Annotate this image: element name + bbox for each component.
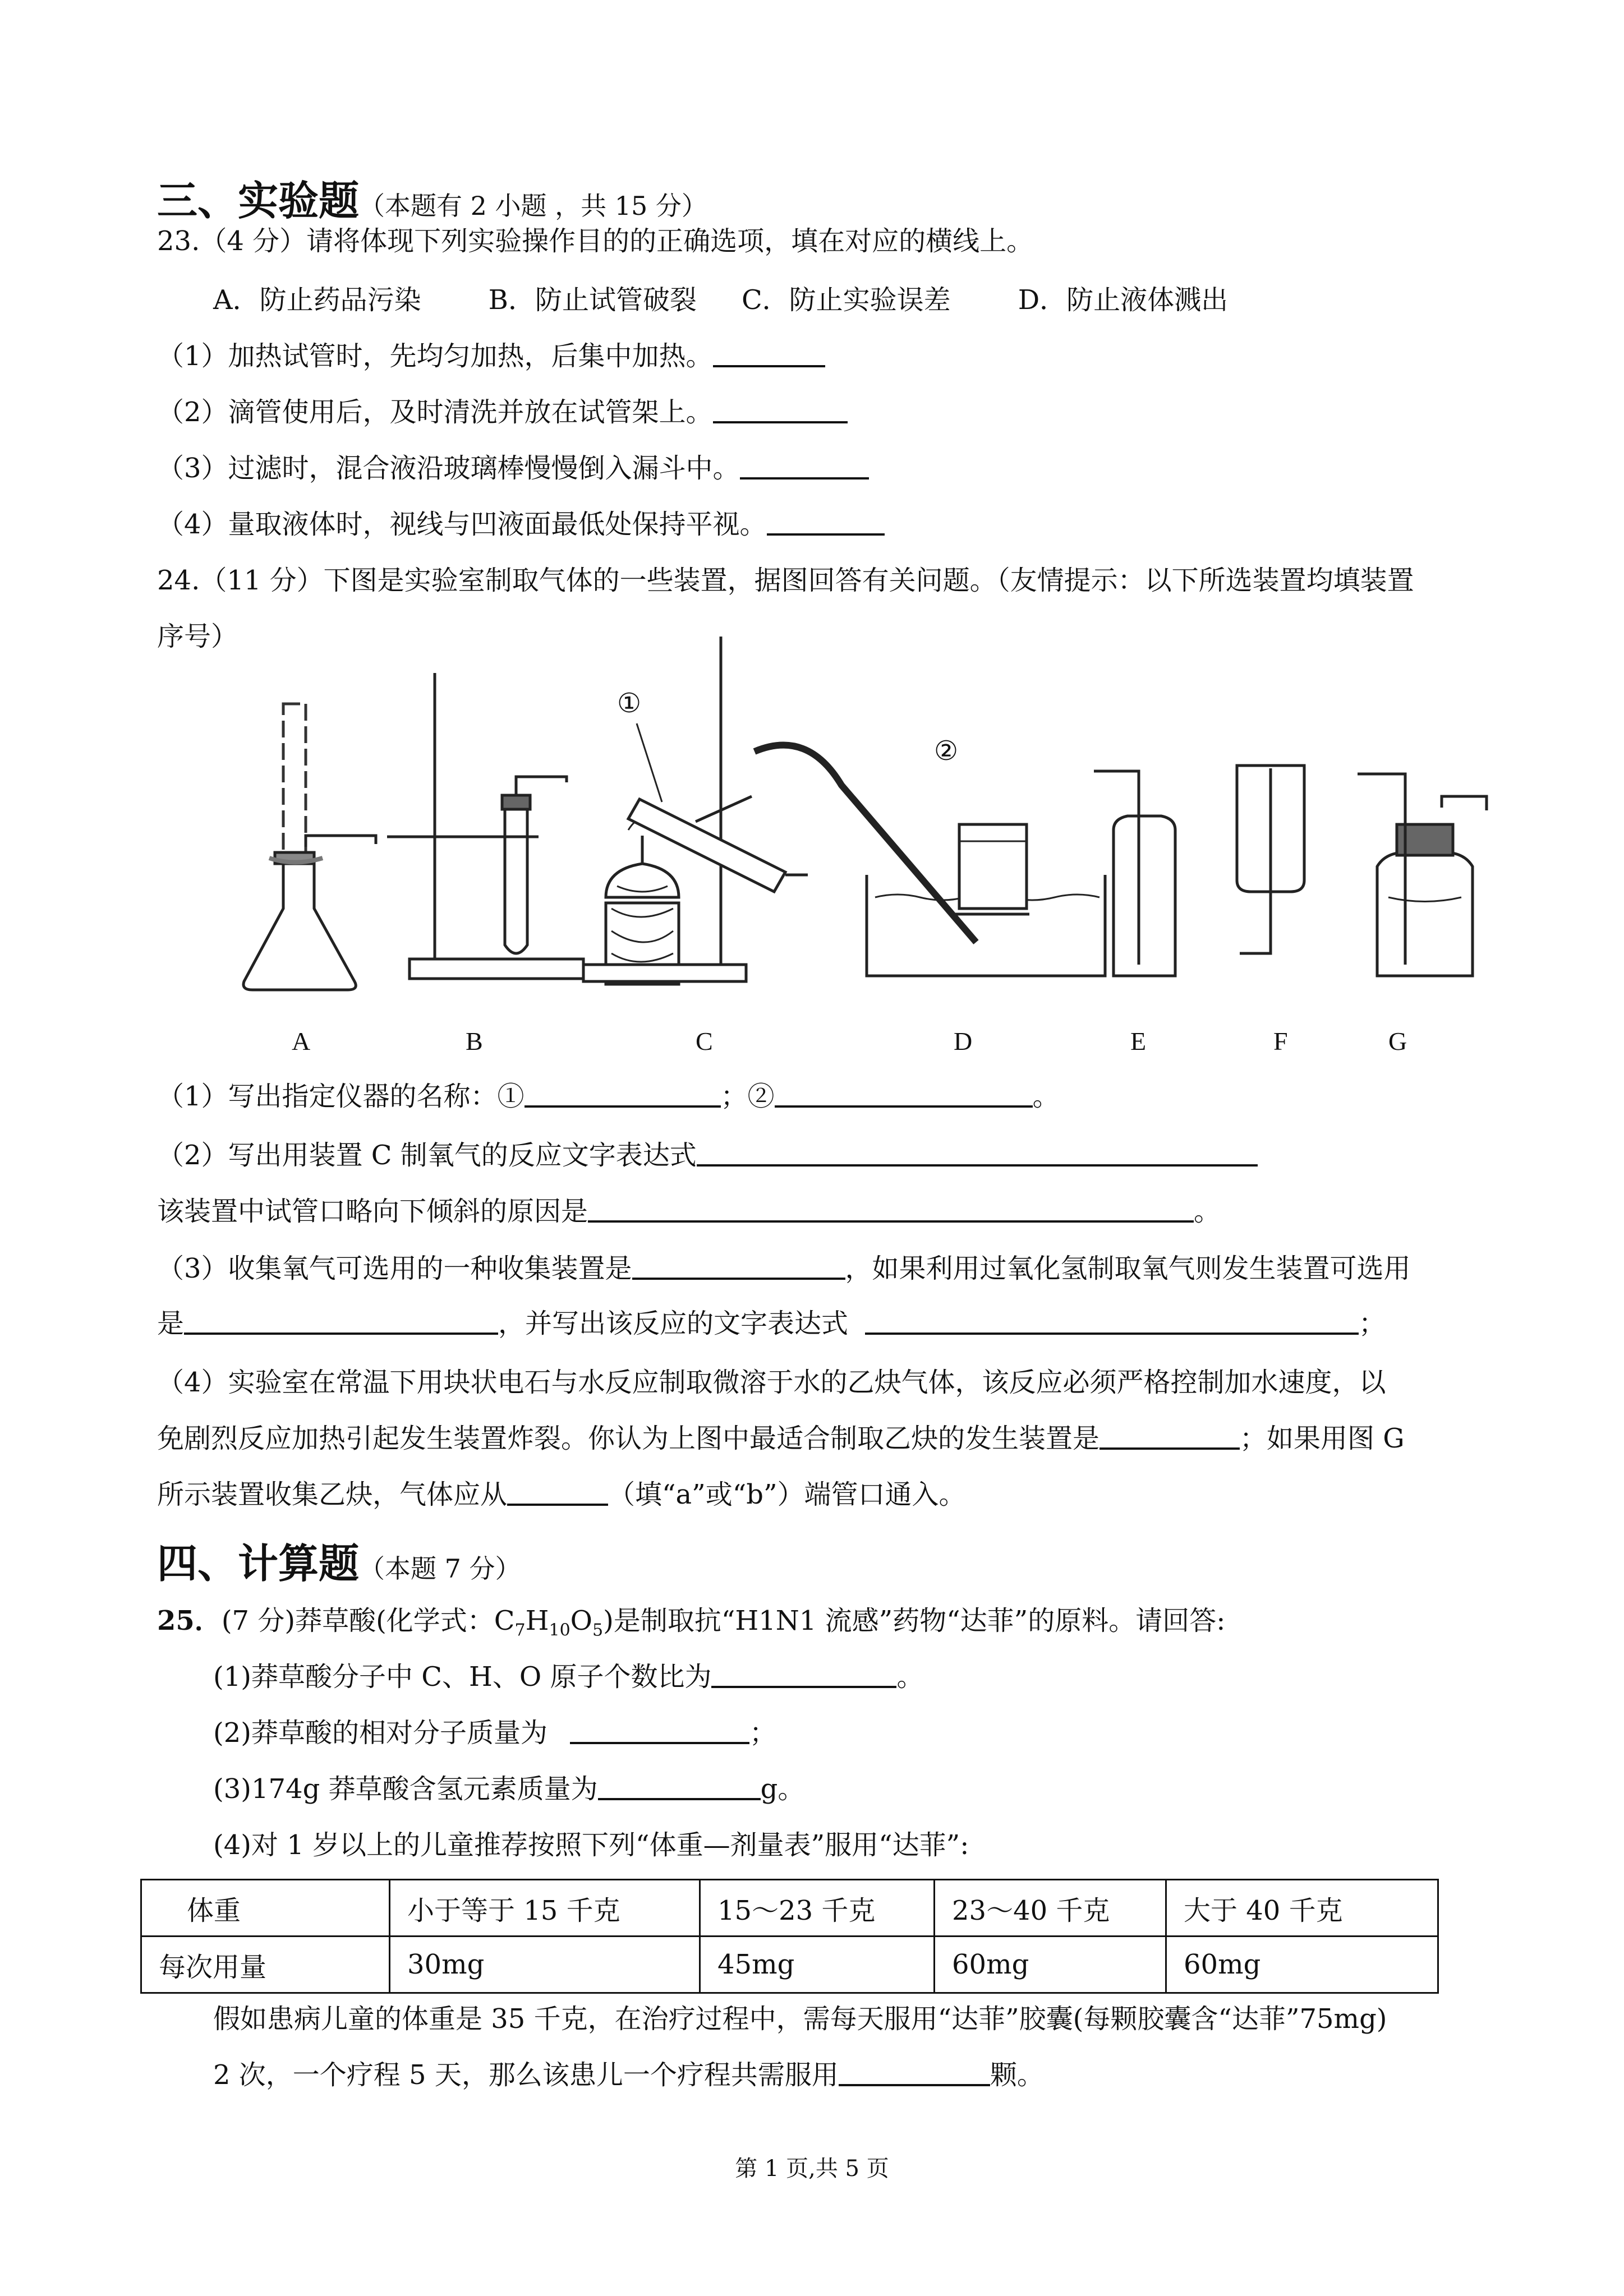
answer-blank[interactable]	[839, 2059, 990, 2086]
table-cell: 每次用量	[141, 1937, 390, 1993]
answer-blank[interactable]	[697, 1140, 1258, 1167]
q25-sub-1: (1)莽草酸分子中 C、H、O 原子个数比为 。	[213, 1661, 924, 1693]
q25-sub-4: (4)对 1 岁以上的儿童推荐按照下列“体重—剂量表”服用“达菲”:	[213, 1829, 969, 1861]
q24-part-3: （3）收集氧气可选用的一种收集装置是 ，如果利用过氧化氢制取氧气则发生装置可选用	[157, 1253, 1411, 1284]
figure-label-c: C	[696, 1027, 713, 1055]
answer-blank[interactable]	[632, 1253, 845, 1280]
q23-item-4: （4）量取液体时，视线与凹液面最低处保持平视。	[157, 508, 885, 541]
table-cell: 23～40 千克	[935, 1880, 1166, 1937]
apparatus-b-stand	[387, 673, 583, 979]
q23-option-b: B．防止试管破裂	[488, 284, 697, 316]
table-cell: 60mg	[935, 1937, 1166, 1993]
answer-blank[interactable]	[775, 1081, 1033, 1108]
q25-sub-3: (3)174g 莽草酸含氢元素质量为 g。	[213, 1773, 805, 1805]
page-footer: 第 1 页,共 5 页	[735, 2156, 889, 2182]
table-cell: 15～23 千克	[700, 1880, 935, 1937]
answer-blank[interactable]	[507, 1479, 608, 1506]
figure-label-a: A	[292, 1027, 311, 1055]
answer-blank[interactable]	[570, 1717, 749, 1744]
apparatus-c-heating	[583, 637, 808, 984]
section3-heading	[157, 168, 707, 227]
answer-blank[interactable]	[711, 1661, 896, 1688]
apparatus-f-bottle	[1237, 766, 1304, 953]
table-cell: 体重	[141, 1880, 390, 1937]
table-row	[141, 1937, 1438, 1993]
table-cell: 60mg	[1166, 1937, 1438, 1993]
answer-blank[interactable]	[598, 1773, 761, 1800]
q23-option-a: A．防止药品污染	[213, 284, 421, 316]
apparatus-g-bottle	[1358, 774, 1487, 976]
dose-table	[140, 1879, 1439, 1994]
answer-blank[interactable]	[740, 453, 869, 480]
answer-blank[interactable]	[525, 1081, 721, 1108]
q23-option-c: C．防止实验误差	[741, 284, 951, 316]
table-row	[141, 1880, 1438, 1937]
q25-tail-2: 2 次，一个疗程 5 天，那么该患儿一个疗程共需服用 颗。	[213, 2059, 1044, 2091]
table-cell: 小于等于 15 千克	[390, 1880, 700, 1937]
q24-part-4c: 所示装置收集乙炔，气体应从 （填“a”或“b”）端管口通入。	[157, 1479, 966, 1510]
section4-heading	[157, 1531, 521, 1589]
q25-sub-2: (2)莽草酸的相对分子质量为 ；	[213, 1717, 777, 1749]
q24-part-4a: （4）实验室在常温下用块状电石与水反应制取微溶于水的乙炔气体，该反应必须严格控制加水速度，以	[157, 1367, 1386, 1398]
q24-part-1: （1）写出指定仪器的名称：① ；② 。	[157, 1081, 1060, 1112]
q23-item-2: （2）滴管使用后，及时清洗并放在试管架上。	[157, 395, 848, 429]
table-cell: 大于 40 千克	[1166, 1880, 1438, 1937]
figure-label-g: G	[1388, 1027, 1407, 1055]
table-cell: 30mg	[390, 1937, 700, 1993]
answer-blank[interactable]	[865, 1308, 1359, 1335]
figure-label-e: E	[1130, 1027, 1147, 1055]
q24-part-2: （2）写出用装置 C 制氧气的反应文字表达式	[157, 1138, 1258, 1172]
marker-2: ②	[934, 735, 959, 767]
q23-option-d: D．防止液体溅出	[1018, 284, 1229, 316]
section3-note: （本题有 2 小题 ，共 15 分）	[359, 191, 707, 221]
answer-blank[interactable]	[184, 1308, 498, 1335]
section4-title: 四、计算题	[157, 1540, 360, 1587]
q24-part-4b: 免剧烈反应加热引起发生装置炸裂。你认为上图中最适合制取乙炔的发生装置是 ；如果用图 G	[157, 1423, 1405, 1454]
q25-tail-1: 假如患病儿童的体重是 35 千克，在治疗过程中，需每天服用“达菲”胶囊(每颗胶囊含“达菲”75mg)	[213, 2003, 1387, 2035]
apparatus-a-flask	[243, 704, 376, 990]
q24-stem-line1: 24.（11 分）下图是实验室制取气体的一些装置，据图回答有关问题。（友情提示：以下所选装置均填装置	[157, 565, 1414, 596]
q24-part-3b: 是 ，并写出该反应的文字表达式 ；	[157, 1308, 1386, 1339]
figure-label-b: B	[466, 1027, 483, 1055]
answer-blank[interactable]	[713, 340, 825, 367]
section3-title: 三、实验题	[157, 177, 360, 224]
answer-blank[interactable]	[713, 397, 848, 423]
q23-item-1: （1）加热试管时，先均匀加热，后集中加热。	[157, 339, 825, 373]
q25-stem: 25．(7 分)莽草酸(化学式：$C_7H_{10}O_5$)是制取抗“H1N1 流感”药物“达菲”的原料。请回答:	[157, 1605, 1226, 1640]
q23-stem: 23.（4 分）请将体现下列实验操作目的的正确选项，填在对应的横线上。	[157, 225, 1034, 257]
answer-blank[interactable]	[767, 509, 885, 536]
q23-options	[213, 283, 1228, 317]
table-cell: 45mg	[700, 1937, 935, 1993]
apparatus-figure	[0, 628, 1624, 1021]
marker-1: ①	[617, 688, 642, 719]
figure-label-d: D	[954, 1027, 973, 1055]
answer-blank[interactable]	[588, 1196, 1194, 1223]
answer-blank[interactable]	[1099, 1423, 1240, 1450]
q24-part-2b: 该装置中试管口略向下倾斜的原因是 。	[157, 1196, 1221, 1227]
q23-item-3: （3）过滤时，混合液沿玻璃棒慢慢倒入漏斗中。	[157, 451, 869, 485]
figure-label-f: F	[1273, 1027, 1288, 1055]
q24-stem-line2: 序号）	[157, 621, 238, 652]
section4-note: （本题 7 分）	[359, 1553, 521, 1584]
